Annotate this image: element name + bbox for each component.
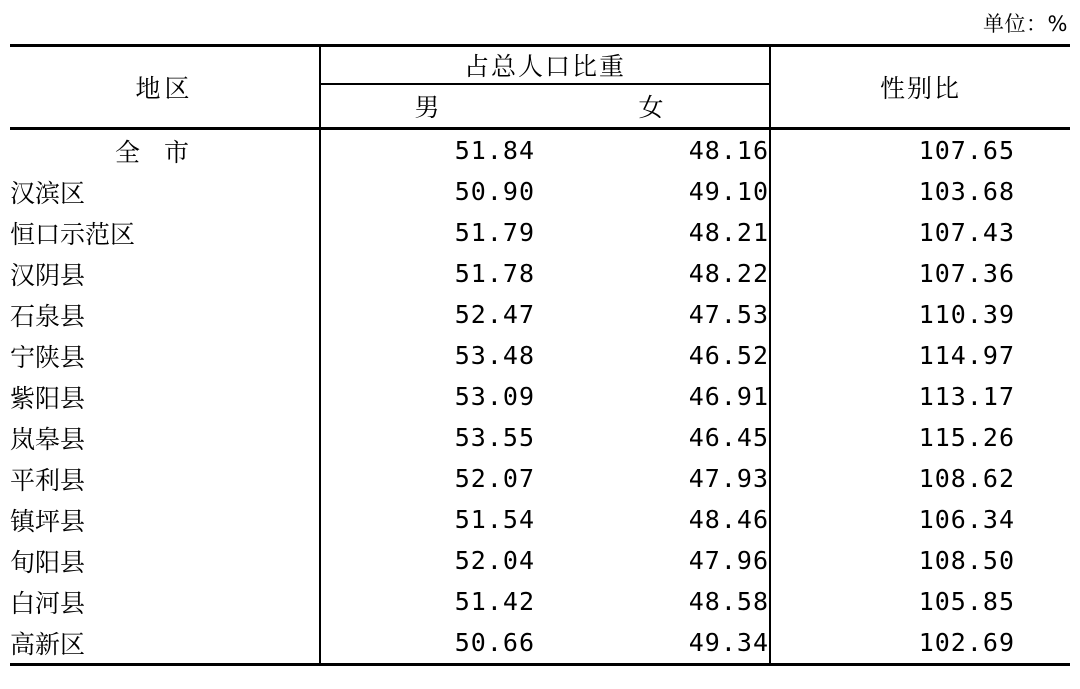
cell-male: 52.47	[320, 294, 535, 335]
cell-female: 46.52	[535, 335, 770, 376]
cell-region: 高新区	[10, 622, 320, 665]
cell-region: 镇坪县	[10, 506, 86, 536]
unit-note: 单位：%	[983, 12, 1068, 36]
table-row	[10, 540, 1070, 581]
cell-ratio: 108.62	[918, 464, 1016, 493]
table-body	[10, 129, 1070, 665]
cell-male: 53.55	[320, 417, 535, 458]
cell-female: 48.58	[535, 581, 770, 622]
cell-male: 51.79	[320, 212, 535, 253]
cell-male: 51.78	[320, 253, 535, 294]
cell-region: 宁陕县	[10, 342, 86, 372]
header-sex-ratio: 性别比	[770, 46, 1070, 129]
table-row	[10, 622, 1070, 665]
cell-ratio: 115.26	[918, 423, 1016, 452]
cell-male: 51.42	[320, 581, 535, 622]
table-row	[10, 417, 1070, 458]
table-row	[10, 335, 1070, 376]
cell-region: 汉滨区	[10, 178, 86, 208]
table-row	[10, 376, 1070, 417]
cell-ratio: 108.50	[918, 546, 1016, 575]
cell-female: 49.10	[535, 171, 770, 212]
cell-male: 53.48	[320, 335, 535, 376]
cell-ratio: 107.65	[918, 136, 1016, 165]
table-row	[10, 171, 1070, 212]
cell-ratio: 107.43	[918, 218, 1016, 247]
cell-region: 石泉县	[10, 301, 86, 331]
cell-female: 48.46	[535, 499, 770, 540]
cell-ratio: 110.39	[918, 300, 1016, 329]
header-male: 男	[320, 84, 535, 129]
header-region: 地区	[10, 46, 320, 129]
cell-female: 46.91	[535, 376, 770, 417]
header-row-top	[10, 46, 1070, 85]
table-row	[10, 212, 1070, 253]
header-female: 女	[535, 84, 770, 129]
cell-region: 白河县	[10, 588, 86, 618]
table-row	[10, 129, 1070, 172]
cell-male: 50.66	[320, 622, 535, 665]
cell-region: 平利县	[10, 465, 86, 495]
population-gender-table	[10, 44, 1070, 666]
table-row	[10, 499, 1070, 540]
cell-region: 岚皋县	[10, 424, 86, 454]
cell-female: 48.16	[535, 129, 770, 172]
cell-male: 53.09	[320, 376, 535, 417]
cell-male: 52.04	[320, 540, 535, 581]
cell-ratio: 106.34	[918, 505, 1016, 534]
table-header	[10, 46, 1070, 129]
cell-female: 48.21	[535, 212, 770, 253]
cell-region: 汉阴县	[10, 260, 86, 290]
cell-ratio: 107.36	[918, 259, 1016, 288]
cell-female: 47.96	[535, 540, 770, 581]
cell-male: 50.90	[320, 171, 535, 212]
cell-ratio: 105.85	[918, 587, 1016, 616]
cell-female: 49.34	[535, 622, 770, 665]
table-row	[10, 253, 1070, 294]
cell-ratio: 103.68	[918, 177, 1016, 206]
cell-female: 46.45	[535, 417, 770, 458]
cell-male: 51.84	[320, 129, 535, 172]
cell-female: 47.93	[535, 458, 770, 499]
cell-region: 恒口示范区	[10, 219, 136, 249]
table-row	[10, 294, 1070, 335]
cell-ratio: 102.69	[770, 622, 1070, 665]
cell-ratio: 113.17	[918, 382, 1016, 411]
header-share-of-total: 占总人口比重	[320, 46, 770, 85]
cell-region: 紫阳县	[10, 383, 86, 413]
table-row	[10, 458, 1070, 499]
cell-region: 全 市	[115, 137, 197, 167]
table-row	[10, 581, 1070, 622]
cell-ratio: 114.97	[918, 341, 1016, 370]
cell-female: 48.22	[535, 253, 770, 294]
cell-female: 47.53	[535, 294, 770, 335]
cell-male: 52.07	[320, 458, 535, 499]
cell-male: 51.54	[320, 499, 535, 540]
cell-region: 旬阳县	[10, 547, 86, 577]
